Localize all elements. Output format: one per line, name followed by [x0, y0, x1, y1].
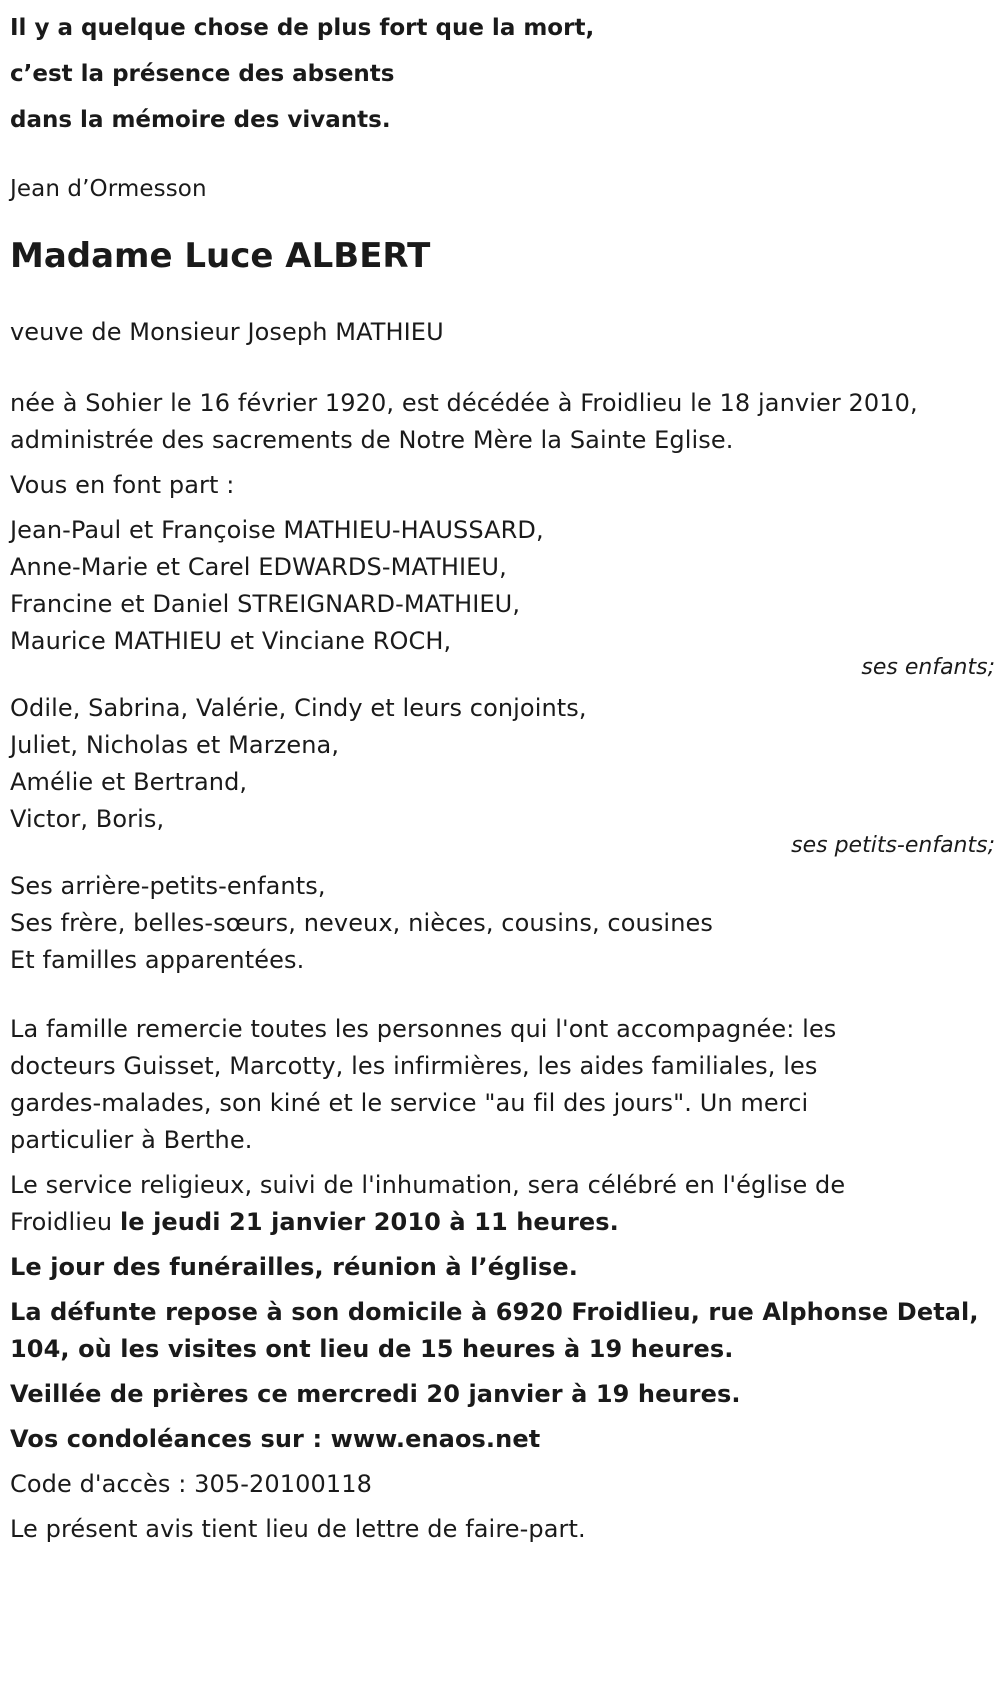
children-line: Jean-Paul et Françoise MATHIEU-HAUSSARD, — [10, 516, 544, 544]
grandchildren-line: Amélie et Bertrand, — [10, 768, 248, 796]
announcement-intro: Vous en font part : — [10, 471, 235, 499]
children-role-label: ses enfants; — [861, 655, 995, 680]
quote-line: Il y a quelque chose de plus fort que la mort, — [10, 15, 595, 41]
grandchildren-line: Victor, Boris, — [10, 805, 165, 833]
children-line: Maurice MATHIEU et Vinciane ROCH, — [10, 627, 452, 655]
other-family-line: Et familles apparentées. — [10, 946, 305, 974]
rest-line: 104, où les visites ont lieu de 15 heures à 19 heures. — [10, 1335, 734, 1363]
rest-line: La défunte repose à son domicile à 6920 Froidlieu, rue Alphonse Detal, — [10, 1298, 979, 1326]
thanks-line: gardes-malades, son kiné et le service "au fil des jours". Un merci — [10, 1089, 809, 1117]
service-line — [10, 1204, 995, 1241]
children-line: Anne-Marie et Carel EDWARDS-MATHIEU, — [10, 553, 507, 581]
grandchildren-line: Odile, Sabrina, Valérie, Cindy et leurs conjoints, — [10, 694, 587, 722]
other-family-list — [10, 868, 995, 979]
closing-line: Le présent avis tient lieu de lettre de faire-part. — [10, 1515, 586, 1543]
service-paragraph — [10, 1167, 995, 1241]
rest-paragraph — [10, 1294, 995, 1368]
other-family-line: Ses arrière-petits-enfants, — [10, 872, 326, 900]
condolences-line: Vos condoléances sur : www.enaos.net — [10, 1425, 541, 1453]
other-family-line: Ses frère, belles-sœurs, neveux, nièces, cousins, cousines — [10, 909, 713, 937]
thanks-paragraph — [10, 1011, 995, 1159]
service-date: le jeudi 21 janvier 2010 à 11 heures. — [119, 1208, 619, 1236]
grandchildren-role-label: ses petits-enfants; — [791, 833, 995, 858]
birth-death-line: née à Sohier le 16 février 1920, est décédée à Froidlieu le 18 janvier 2010, — [10, 389, 918, 417]
thanks-line: particulier à Berthe. — [10, 1126, 253, 1154]
grandchildren-list — [10, 690, 995, 860]
children-list — [10, 512, 995, 682]
service-place: Froidlieu — [10, 1208, 120, 1236]
service-line: Le service religieux, suivi de l'inhumation, sera célébré en l'église de — [10, 1171, 846, 1199]
quote-author: Jean d’Ormesson — [10, 176, 207, 202]
grandchildren-line: Juliet, Nicholas et Marzena, — [10, 731, 340, 759]
epigraph-quote — [10, 0, 995, 143]
vigil-line: Veillée de prières ce mercredi 20 janvier à 19 heures. — [10, 1380, 741, 1408]
widow-of-line: veuve de Monsieur Joseph MATHIEU — [10, 318, 444, 346]
birth-death-paragraph — [10, 385, 995, 459]
birth-death-line: administrée des sacrements de Notre Mère la Sainte Eglise. — [10, 426, 734, 454]
access-code: Code d'accès : 305-20100118 — [10, 1470, 372, 1498]
obituary-notice — [10, 0, 995, 1548]
quote-line: c’est la présence des absents — [10, 61, 395, 87]
thanks-line: La famille remercie toutes les personnes qui l'ont accompagnée: les — [10, 1015, 837, 1043]
deceased-name: Madame Luce ALBERT — [10, 236, 431, 276]
thanks-line: docteurs Guisset, Marcotty, les infirmières, les aides familiales, les — [10, 1052, 818, 1080]
funeral-meeting: Le jour des funérailles, réunion à l’église. — [10, 1253, 578, 1281]
quote-line: dans la mémoire des vivants. — [10, 107, 391, 133]
children-line: Francine et Daniel STREIGNARD-MATHIEU, — [10, 590, 521, 618]
